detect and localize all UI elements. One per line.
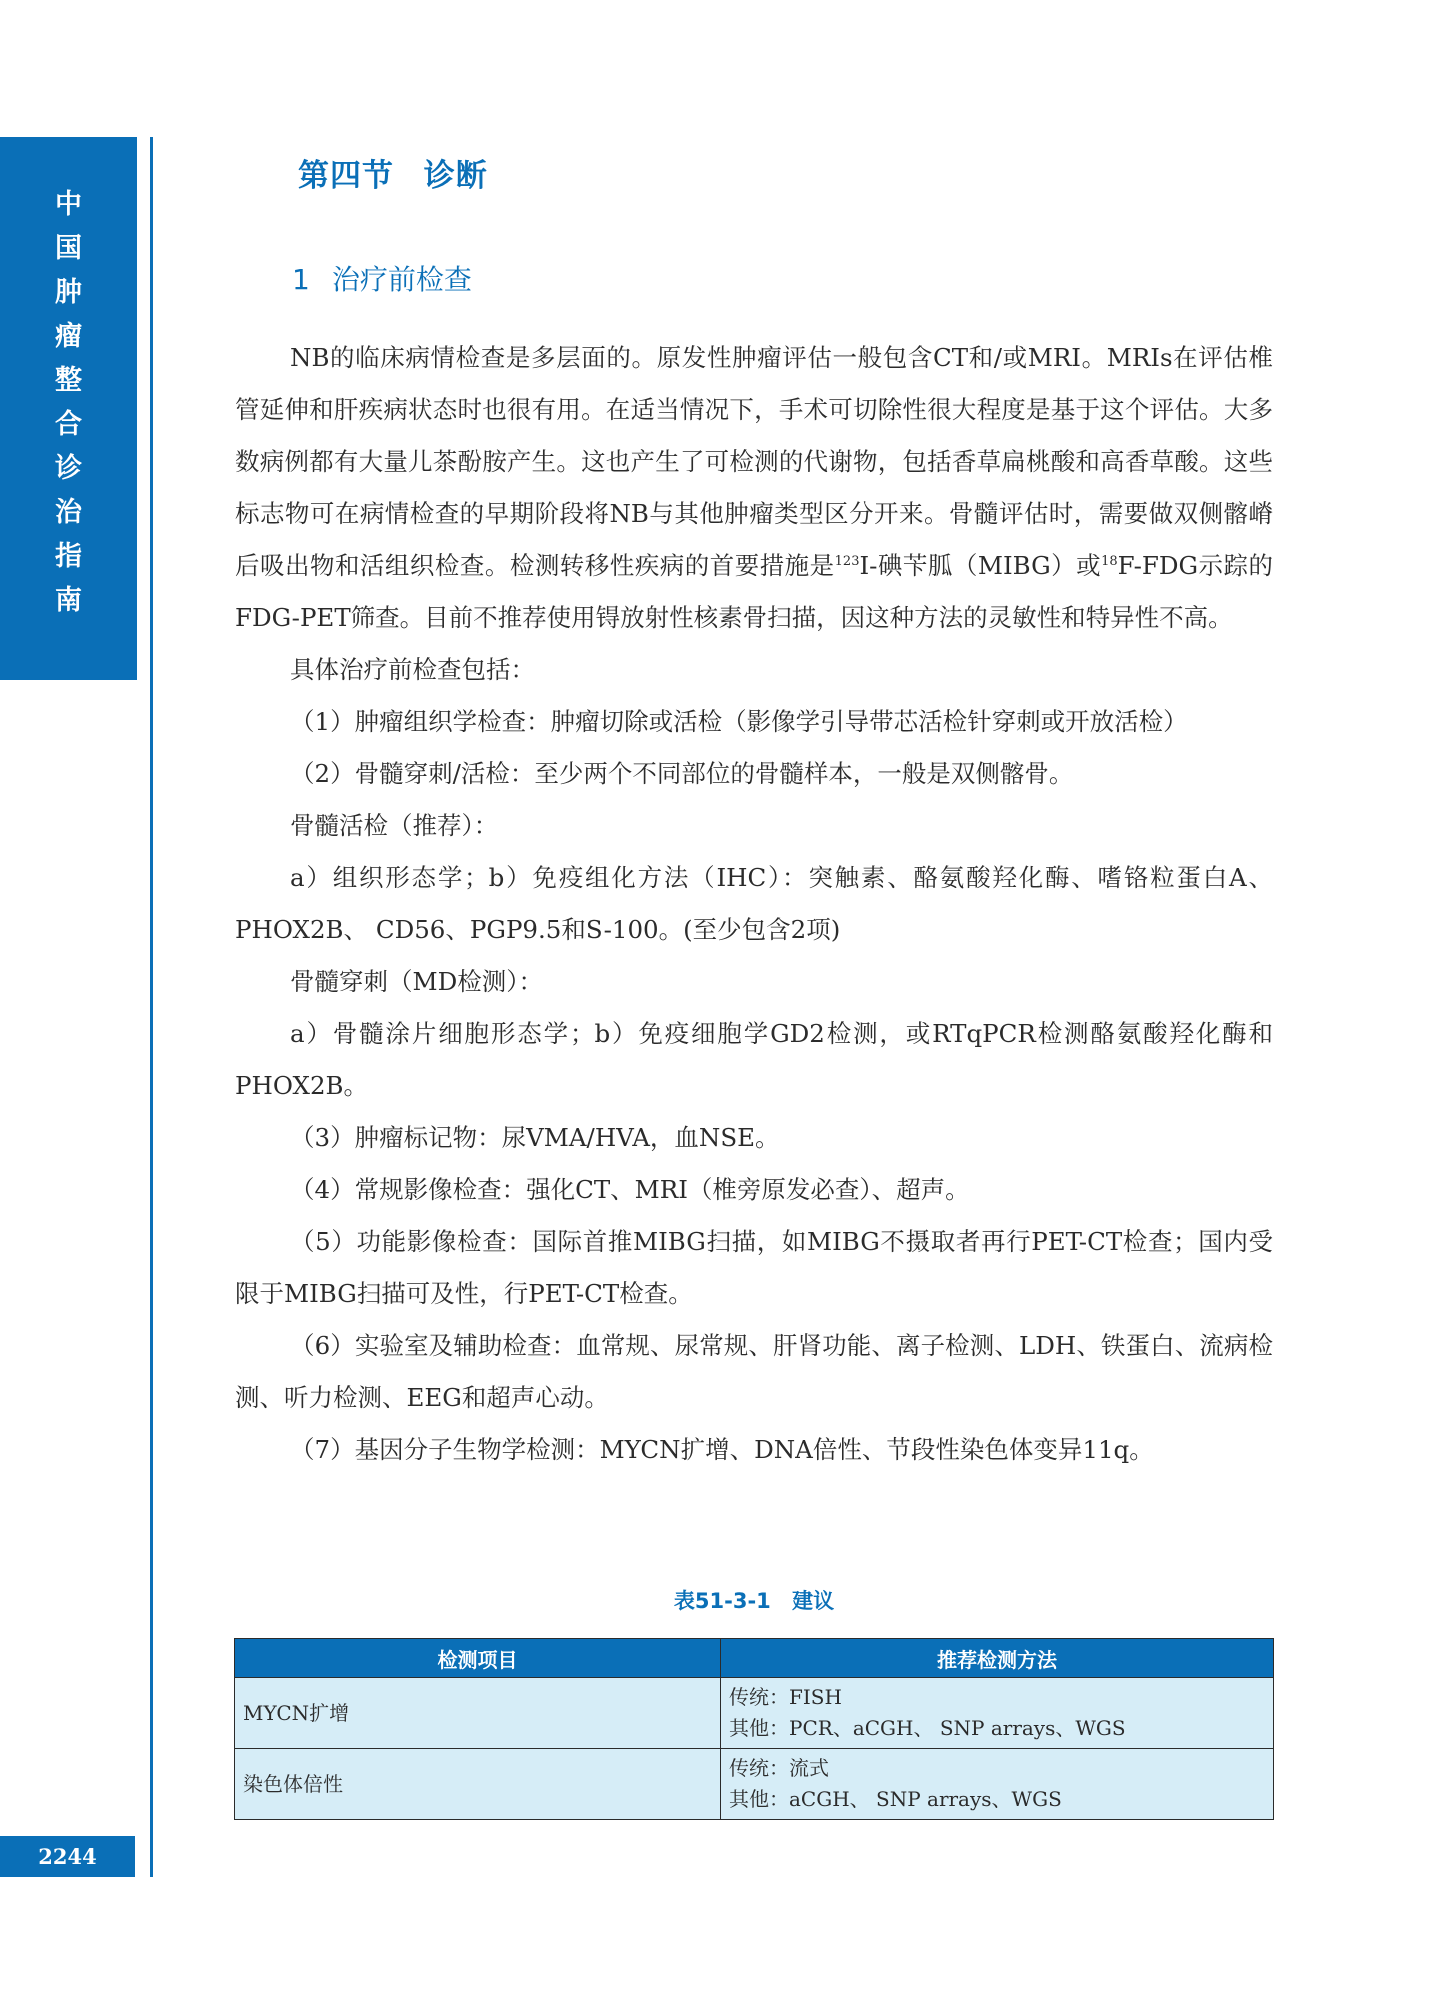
margin-rule [150,137,153,1877]
subsection-number: 1 [292,263,310,296]
method-line: 传统：流式 [729,1756,829,1780]
table-cell-methods [721,1678,1274,1749]
table-caption: 表51-3-1 建议 [673,1589,835,1613]
paragraph: a）骨髓涂片细胞形态学；b）免疫细胞学GD2检测，或RTqPCR检测酪氨酸羟化酶和PHOX2B。 [235,1019,1273,1100]
book-title-char: 诊 [55,453,82,484]
superscript: 123 [834,554,860,569]
intro-text: F-FDG示踪的FDG-PET筛查。目前不推荐使用锝放射性核素骨扫描，因这种方法的灵敏性和特异性不高。 [235,551,1274,632]
book-title-vertical [0,183,137,623]
paragraph: 骨髓穿刺（MD检测）： [290,967,543,996]
superscript: 18 [1101,554,1118,569]
section-title: 第四节 诊断 [298,158,488,194]
subsection-label: 治疗前检查 [331,263,472,296]
method-line: 传统：FISH [729,1685,842,1709]
intro-paragraph [235,332,1273,644]
paragraph: （7）基因分子生物学检测：MYCN扩增、DNA倍性、节段性染色体变异11q。 [290,1435,1154,1464]
book-title-char: 瘤 [55,321,82,352]
intro-text: NB的临床病情检查是多层面的。原发性肿瘤评估一般包含CT和/或MRI。MRIs在评估椎管延伸和肝疾病状态时也很有用。在适当情况下，手术可切除性很大程度是基于这个评估。大多数病例都有大量儿茶酚胺产生。这也产生了可检测的代谢物，包括香草扁桃酸和高香草酸。这些标志物可在病情检查的早期阶段将NB与其他肿瘤类型区分开来。骨髓评估时，需要做双侧髂嵴后吸出物和活组织检查。检测转移性疾病的首要措施是 [235,343,1273,580]
paragraph: （3）肿瘤标记物：尿VMA/HVA，血NSE。 [290,1123,780,1152]
book-title-char: 指 [55,541,82,572]
table-row [235,1678,1274,1749]
subsection-title [292,258,472,298]
book-title-char: 合 [55,409,82,440]
table-header-cell: 检测项目 [235,1639,721,1678]
paragraph: （4）常规影像检查：强化CT、MRI（椎旁原发必查）、超声。 [290,1175,970,1204]
book-title-char: 治 [55,497,82,528]
table-row [235,1749,1274,1820]
paragraph: （1）肿瘤组织学检查：肿瘤切除或活检（影像学引导带芯活检针穿刺或开放活检） [290,707,1188,736]
recommendation-table [234,1638,1274,1820]
table-header-row [235,1639,1274,1678]
table-cell-item: 染色体倍性 [235,1749,721,1820]
method-line: 其他：PCR、aCGH、 SNP arrays、WGS [729,1716,1126,1740]
paragraph: （2）骨髓穿刺/活检：至少两个不同部位的骨髓样本，一般是双侧髂骨。 [290,759,1074,788]
book-title-char: 南 [55,585,82,616]
book-title-char: 肿 [55,277,82,308]
body-text [235,332,1273,1476]
method-line: 其他：aCGH、 SNP arrays、WGS [729,1787,1062,1811]
paragraph: 骨髓活检（推荐）： [290,811,499,840]
table-cell-item: MYCN扩增 [235,1678,721,1749]
page-number: 2244 [0,1836,135,1877]
paragraph: （5）功能影像检查：国际首推MIBG扫描，如MIBG不摄取者再行PET-CT检查；国内受限于MIBG扫描可及性，行PET-CT检查。 [235,1227,1273,1308]
paragraph: 具体治疗前检查包括： [290,655,535,684]
book-title-char: 整 [55,365,82,396]
paragraph: a）组织形态学；b）免疫组化方法（IHC）：突触素、酪氨酸羟化酶、嗜铬粒蛋白A、PHOX2B、 CD56、PGP9.5和S-100。(至少包含2项) [235,863,1273,944]
table-cell-methods [721,1749,1274,1820]
book-title-char: 中 [55,189,82,220]
intro-text: I-碘苄胍（MIBG）或 [859,551,1102,580]
table-header-cell: 推荐检测方法 [721,1639,1274,1678]
book-title-char: 国 [55,233,82,264]
paragraph: （6）实验室及辅助检查：血常规、尿常规、肝肾功能、离子检测、LDH、铁蛋白、流病检测、听力检测、EEG和超声心动。 [235,1331,1273,1412]
